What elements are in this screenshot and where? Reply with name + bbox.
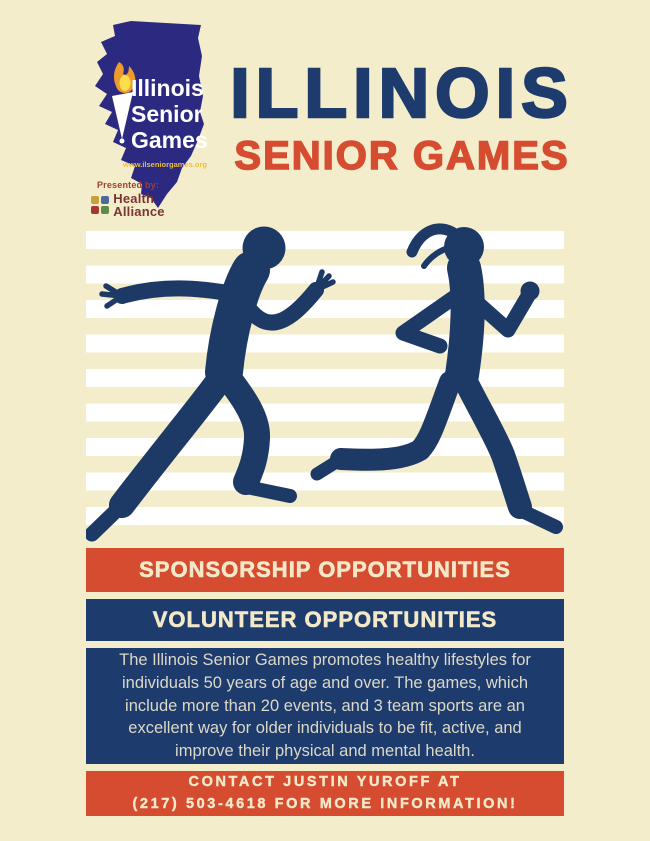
logo-word-illinois: Illinois [131, 75, 204, 101]
presented-by-block [65, 180, 191, 218]
logo-word-senior: Senior [131, 101, 203, 127]
page-title-secondary: SENIOR GAMES [234, 134, 570, 178]
illinois-senior-games-logo [55, 12, 235, 222]
volunteer-banner-label: VOLUNTEER OPPORTUNITIES [152, 607, 498, 632]
logo-word-games: Games [131, 127, 208, 153]
runners-artwork [86, 222, 566, 552]
logo-website-url: www.ilseniorgames.org [123, 160, 207, 169]
female-runner-silhouette-icon [317, 227, 556, 527]
page-title-primary: ILLINOIS [230, 54, 574, 132]
header-title-block [222, 54, 582, 178]
health-alliance-wordmark [113, 192, 164, 218]
health-alliance-pinwheel-icon [91, 196, 109, 214]
about-text: The Illinois Senior Games promotes healthy lifestyles for individuals 50 years of age and over. The games, which include more than 20 events, and 3 team sports are an excellent way for older individuals to be fit, active, and improve their physical and mental health. [119, 651, 531, 761]
partner-name-line2: Alliance [113, 204, 165, 219]
presented-by-label: Presented by: [96, 180, 160, 190]
contact-line1: CONTACT JUSTIN YUROFF AT [188, 774, 462, 791]
partner-name-line1: Health [113, 191, 155, 206]
contact-line2: (217) 503-4618 FOR MORE INFORMATION! [132, 795, 518, 812]
about-section [86, 648, 564, 764]
sponsorship-banner [86, 548, 564, 592]
volunteer-banner [86, 599, 564, 641]
male-runner-silhouette-icon [92, 227, 333, 535]
sponsorship-banner-label: SPONSORSHIP OPPORTUNITIES [139, 557, 511, 582]
contact-banner [86, 771, 564, 816]
